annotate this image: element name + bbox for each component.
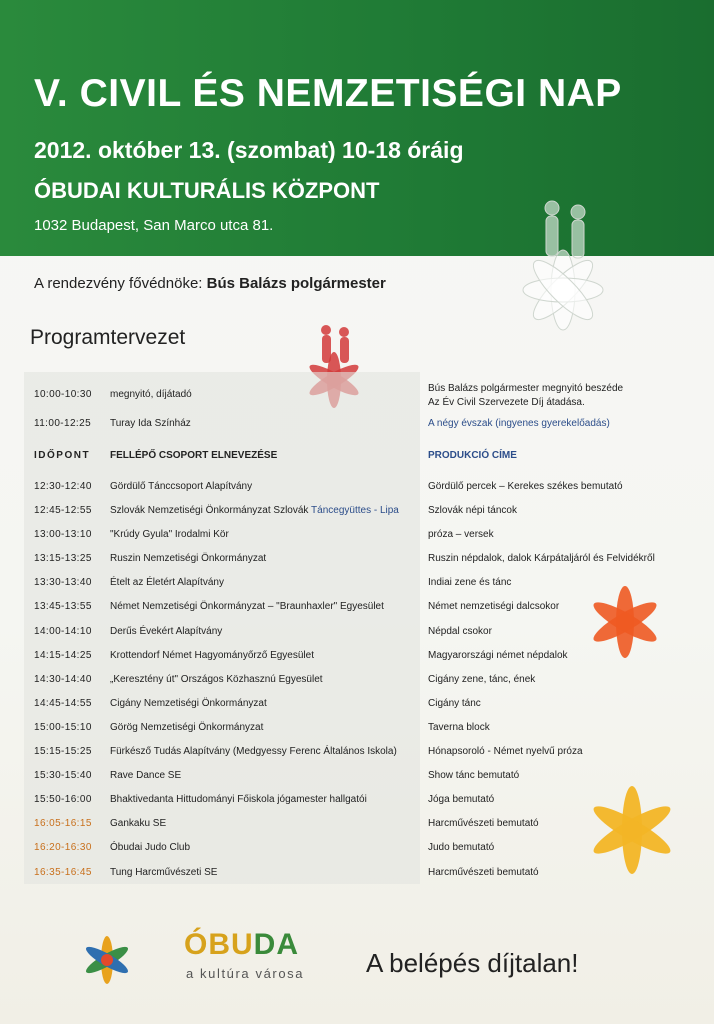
row-time: 15:30-15:40 <box>34 770 92 781</box>
row-time: 16:20-16:30 <box>34 842 92 853</box>
row-production: Indiai zene és tánc <box>428 577 512 588</box>
table-row <box>0 770 714 790</box>
row-name: Gördülő Tánccsoport Alapítvány <box>110 481 253 492</box>
flower-white-decoration <box>488 190 638 350</box>
table-row <box>0 650 714 670</box>
row-name: megnyitó, díjátadó <box>110 389 192 400</box>
row-time: 15:50-16:00 <box>34 794 92 805</box>
row-name: Bhaktivedanta Hittudományi Főiskola jógamester hallgatói <box>110 794 367 805</box>
table-row <box>0 698 714 718</box>
table-row <box>0 794 714 814</box>
row-time: 14:15-14:25 <box>34 650 92 661</box>
intro-row <box>0 418 714 438</box>
row-time: 15:15-15:25 <box>34 746 92 757</box>
row-production: Ruszin népdalok, dalok Kárpátaljáról és Felvidékről <box>428 553 655 564</box>
row-time: 16:35-16:45 <box>34 867 92 878</box>
row-name: Cigány Nemzetiségi Önkormányzat <box>110 698 267 709</box>
table-row <box>0 722 714 742</box>
row-production: Hónapsoroló - Német nyelvű próza <box>428 746 583 757</box>
flower-logo-icon <box>76 928 138 988</box>
table-row <box>0 529 714 549</box>
row-name: Ételt az Életért Alapítvány <box>110 577 224 588</box>
row-time: 11:00-12:25 <box>34 418 92 429</box>
row-production: Szlovák népi táncok <box>428 505 517 516</box>
row-name: Görög Nemzetiségi Önkormányzat <box>110 722 264 733</box>
row-production: Show tánc bemutató <box>428 770 520 781</box>
table-row <box>0 505 714 525</box>
row-time: 14:00-14:10 <box>34 626 92 637</box>
row-production: Judo bemutató <box>428 842 495 853</box>
table-row <box>0 674 714 694</box>
row-name-group <box>110 505 399 516</box>
row-name: Krottendorf Német Hagyományőrző Egyesület <box>110 650 314 661</box>
row-time: 13:00-13:10 <box>34 529 92 540</box>
row-name: Derűs Évekért Alapítvány <box>110 626 223 637</box>
event-venue: ÓBUDAI KULTURÁLIS KÖZPONT <box>34 178 380 203</box>
row-time: 13:45-13:55 <box>34 601 92 612</box>
patron-name: Bús Balázs polgármester <box>206 275 386 292</box>
row-production: Taverna block <box>428 722 490 733</box>
obuda-brand <box>184 928 299 962</box>
table-row <box>0 867 714 887</box>
obuda-brand-tail: DA <box>253 928 300 961</box>
row-time: 13:30-13:40 <box>34 577 92 588</box>
table-header <box>0 450 714 470</box>
row-name: Német Nemzetiségi Önkormányzat – "Braunhaxler" Egyesület <box>110 601 384 612</box>
intro-row <box>0 383 714 409</box>
row-name: „Keresztény út" Országos Közhasznú Egyesület <box>110 674 323 685</box>
table-row <box>0 481 714 501</box>
obuda-brand-main: ÓBU <box>184 928 254 961</box>
row-production-line2: Az Év Civil Szervezete Díj átadása. <box>428 397 585 408</box>
row-name: Turay Ida Színház <box>110 418 191 429</box>
row-name: Tung Harcművészeti SE <box>110 867 218 878</box>
row-name-extra: Táncegyüttes - Lipa <box>311 505 399 516</box>
row-production: Bús Balázs polgármester megnyitó beszéde <box>428 383 624 394</box>
header-name: FELLÉPŐ CSOPORT ELNEVEZÉSE <box>110 450 278 461</box>
event-date: 2012. október 13. (szombat) 10-18 óráig <box>34 137 464 163</box>
table-row <box>0 842 714 862</box>
patron-line <box>34 275 386 292</box>
row-production: Cigány zene, tánc, ének <box>428 674 536 685</box>
event-title: V. CIVIL ÉS NEMZETISÉGI NAP <box>34 72 622 115</box>
row-time: 12:30-12:40 <box>34 481 92 492</box>
obuda-tagline: a kultúra városa <box>186 966 305 981</box>
program-title: Programtervezet <box>30 326 186 349</box>
table-row <box>0 818 714 838</box>
free-entry-text: A belépés díjtalan! <box>366 948 579 978</box>
event-address: 1032 Budapest, San Marco utca 81. <box>34 217 274 234</box>
row-production: Harcművészeti bemutató <box>428 867 539 878</box>
table-row <box>0 746 714 766</box>
row-production: Harcművészeti bemutató <box>428 818 539 829</box>
table-row <box>0 601 714 621</box>
header-time: IDŐPONT <box>34 450 91 461</box>
row-name: Ruszin Nemzetiségi Önkormányzat <box>110 553 267 564</box>
row-name: Gankaku SE <box>110 818 167 829</box>
row-time: 13:15-13:25 <box>34 553 92 564</box>
row-name: "Krúdy Gyula" Irodalmi Kör <box>110 529 229 540</box>
row-production: Német nemzetiségi dalcsokor <box>428 601 560 612</box>
row-name: Óbudai Judo Club <box>110 842 191 853</box>
row-production: Gördülő percek – Kerekes székes bemutató <box>428 481 623 492</box>
row-time: 15:00-15:10 <box>34 722 92 733</box>
row-name: Szlovák Nemzetiségi Önkormányzat Szlovák <box>110 505 309 516</box>
row-time: 14:45-14:55 <box>34 698 92 709</box>
table-row <box>0 626 714 646</box>
table-row <box>0 577 714 597</box>
row-production: Jóga bemutató <box>428 794 495 805</box>
row-time: 12:45-12:55 <box>34 505 92 516</box>
row-production: A négy évszak (ingyenes gyerekelőadás) <box>428 418 610 429</box>
header-production: PRODUKCIÓ CÍME <box>428 450 517 461</box>
row-production: Cigány tánc <box>428 698 481 709</box>
row-time: 10:00-10:30 <box>34 389 92 400</box>
row-time: 16:05-16:15 <box>34 818 92 829</box>
row-production: Magyarországi német népdalok <box>428 650 568 661</box>
row-time: 14:30-14:40 <box>34 674 92 685</box>
row-production: próza – versek <box>428 529 494 540</box>
table-row <box>0 553 714 573</box>
row-name: Fürkésző Tudás Alapítvány (Medgyessy Ferenc Általános Iskola) <box>110 746 397 757</box>
patron-prefix: A rendezvény fővédnöke: <box>34 275 207 292</box>
row-production: Népdal csokor <box>428 626 492 637</box>
row-name: Rave Dance SE <box>110 770 182 781</box>
